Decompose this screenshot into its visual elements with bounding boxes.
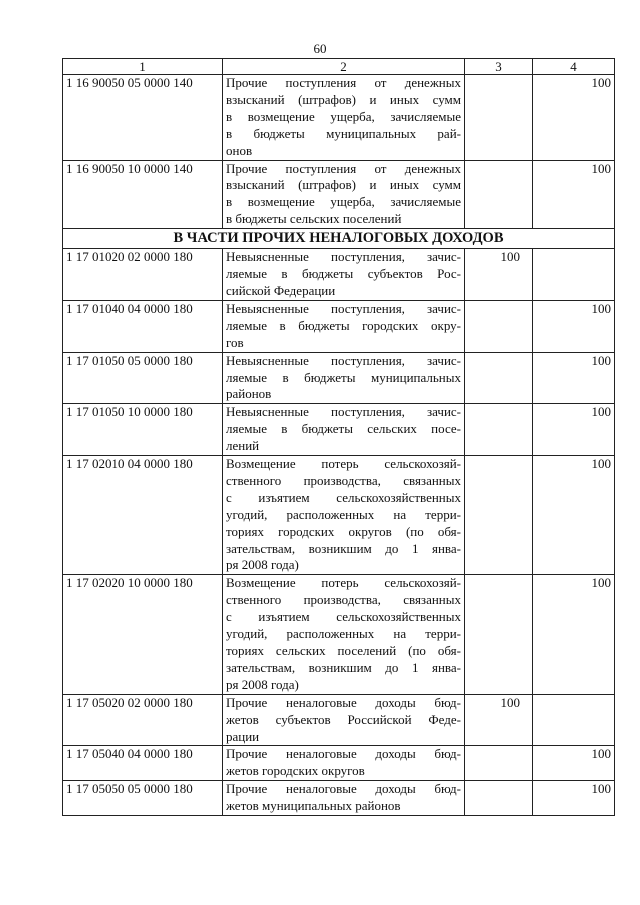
description-line: районов: [226, 386, 272, 402]
table-row: [63, 160, 615, 229]
regional-budget-percent: [465, 160, 533, 229]
description-line: рации: [226, 728, 260, 744]
description-line: с изъятием сельскохозяйственных: [226, 609, 461, 625]
description-line: сийской Федерации: [226, 282, 336, 298]
budget-code: 1 17 01040 04 0000 180: [63, 300, 223, 352]
budget-code: 1 17 05050 05 0000 180: [63, 781, 223, 816]
description-line: Прочие неналоговые доходы бюд-: [226, 746, 461, 762]
revenue-description: [223, 160, 465, 229]
description-line: ляемые в бюджеты субъектов Рос-: [226, 266, 461, 282]
table-row: [63, 300, 615, 352]
regional-budget-percent: 100: [465, 249, 533, 301]
description-line: гов: [226, 334, 244, 350]
description-line: Возмещение потерь сельскохозяй-: [226, 456, 461, 472]
section-heading-row: [63, 229, 615, 249]
revenue-description: [223, 781, 465, 816]
budget-code: 1 17 02020 10 0000 180: [63, 575, 223, 694]
budget-classification-table: [62, 58, 615, 816]
local-budget-percent: [533, 694, 615, 746]
description-line: с изъятием сельскохозяйственных: [226, 489, 461, 505]
description-line: Прочие поступления от денежных: [226, 75, 461, 90]
local-budget-percent: 100: [533, 456, 615, 575]
header-col-2: 2: [223, 59, 465, 75]
local-budget-percent: 100: [533, 160, 615, 229]
regional-budget-percent: [465, 404, 533, 456]
table-row: [63, 352, 615, 404]
table-row: [63, 249, 615, 301]
description-line: лений: [226, 438, 260, 454]
description-line: Прочие неналоговые доходы бюд-: [226, 694, 461, 710]
description-line: Невыясненные поступления, зачис-: [226, 300, 461, 316]
description-line: угодий, расположенных на терри-: [226, 506, 461, 522]
revenue-description: [223, 694, 465, 746]
local-budget-percent: 100: [533, 404, 615, 456]
table-row: [63, 404, 615, 456]
budget-code: 1 17 01050 10 0000 180: [63, 404, 223, 456]
regional-budget-percent: [465, 300, 533, 352]
table-body: [63, 75, 615, 816]
local-budget-percent: 100: [533, 300, 615, 352]
regional-budget-percent: [465, 575, 533, 694]
description-line: ториях городских округов (по обя-: [226, 523, 461, 539]
revenue-description: [223, 300, 465, 352]
table-row: [63, 781, 615, 816]
table-row: [63, 75, 615, 161]
description-line: Прочие неналоговые доходы бюд-: [226, 781, 461, 797]
description-line: зательствам, возникшим до 1 янва-: [226, 659, 461, 675]
description-line: Прочие поступления от денежных: [226, 160, 461, 176]
description-line: Невыясненные поступления, зачис-: [226, 249, 461, 265]
description-line: в возмещение ущерба, зачисляемые: [226, 194, 461, 210]
description-line: жетов муниципальных районов: [226, 798, 401, 814]
section-title: В ЧАСТИ ПРОЧИХ НЕНАЛОГОВЫХ ДОХОДОВ: [63, 229, 615, 249]
description-line: в возмещение ущерба, зачисляемые: [226, 108, 461, 124]
description-line: жетов субъектов Российской Феде-: [226, 711, 461, 727]
budget-code: 1 17 01050 05 0000 180: [63, 352, 223, 404]
description-line: в бюджеты муниципальных рай-: [226, 125, 461, 141]
local-budget-percent: 100: [533, 781, 615, 816]
description-line: жетов городских округов: [226, 763, 365, 779]
description-line: взысканий (штрафов) и иных сумм: [226, 91, 461, 107]
revenue-description: [223, 404, 465, 456]
regional-budget-percent: [465, 75, 533, 161]
description-line: ственного производства, связанных: [226, 592, 461, 608]
description-line: ря 2008 года): [226, 557, 299, 573]
revenue-description: [223, 352, 465, 404]
regional-budget-percent: [465, 746, 533, 781]
description-line: Возмещение потерь сельскохозяй-: [226, 575, 461, 591]
table-header: [63, 59, 615, 75]
description-line: ря 2008 года): [226, 676, 299, 692]
description-line: Невыясненные поступления, зачис-: [226, 352, 461, 368]
table-row: [63, 746, 615, 781]
description-line: Невыясненные поступления, зачис-: [226, 404, 461, 420]
description-line: ственного производства, связанных: [226, 472, 461, 488]
local-budget-percent: 100: [533, 575, 615, 694]
description-line: угодий, расположенных на терри-: [226, 626, 461, 642]
local-budget-percent: 100: [533, 746, 615, 781]
budget-code: 1 17 02010 04 0000 180: [63, 456, 223, 575]
header-col-3: 3: [465, 59, 533, 75]
header-row: [63, 59, 615, 75]
table-row: [63, 694, 615, 746]
revenue-description: [223, 249, 465, 301]
description-line: зательствам, возникшим до 1 янва-: [226, 540, 461, 556]
description-line: ляемые в бюджеты городских окру-: [226, 317, 461, 333]
revenue-description: [223, 746, 465, 781]
description-line: онов: [226, 142, 253, 158]
budget-code: 1 17 01020 02 0000 180: [63, 249, 223, 301]
local-budget-percent: 100: [533, 352, 615, 404]
budget-code: 1 16 90050 10 0000 140: [63, 160, 223, 229]
table-row: [63, 575, 615, 694]
description-line: ляемые в бюджеты сельских посе-: [226, 421, 461, 437]
revenue-description: [223, 456, 465, 575]
description-line: ляемые в бюджеты муниципальных: [226, 369, 461, 385]
local-budget-percent: [533, 249, 615, 301]
description-line: в бюджеты сельских поселений: [226, 211, 402, 227]
header-col-4: 4: [533, 59, 615, 75]
table-row: [63, 456, 615, 575]
header-col-1: 1: [63, 59, 223, 75]
description-line: ториях сельских поселений (по обя-: [226, 643, 461, 658]
regional-budget-percent: 100: [465, 694, 533, 746]
local-budget-percent: 100: [533, 75, 615, 161]
budget-code: 1 16 90050 05 0000 140: [63, 75, 223, 161]
description-line: взысканий (штрафов) и иных сумм: [226, 177, 461, 193]
revenue-description: [223, 575, 465, 694]
regional-budget-percent: [465, 456, 533, 575]
regional-budget-percent: [465, 781, 533, 816]
revenue-description: [223, 75, 465, 161]
page-number: 60: [313, 41, 327, 56]
budget-code: 1 17 05020 02 0000 180: [63, 694, 223, 746]
regional-budget-percent: [465, 352, 533, 404]
budget-code: 1 17 05040 04 0000 180: [63, 746, 223, 781]
